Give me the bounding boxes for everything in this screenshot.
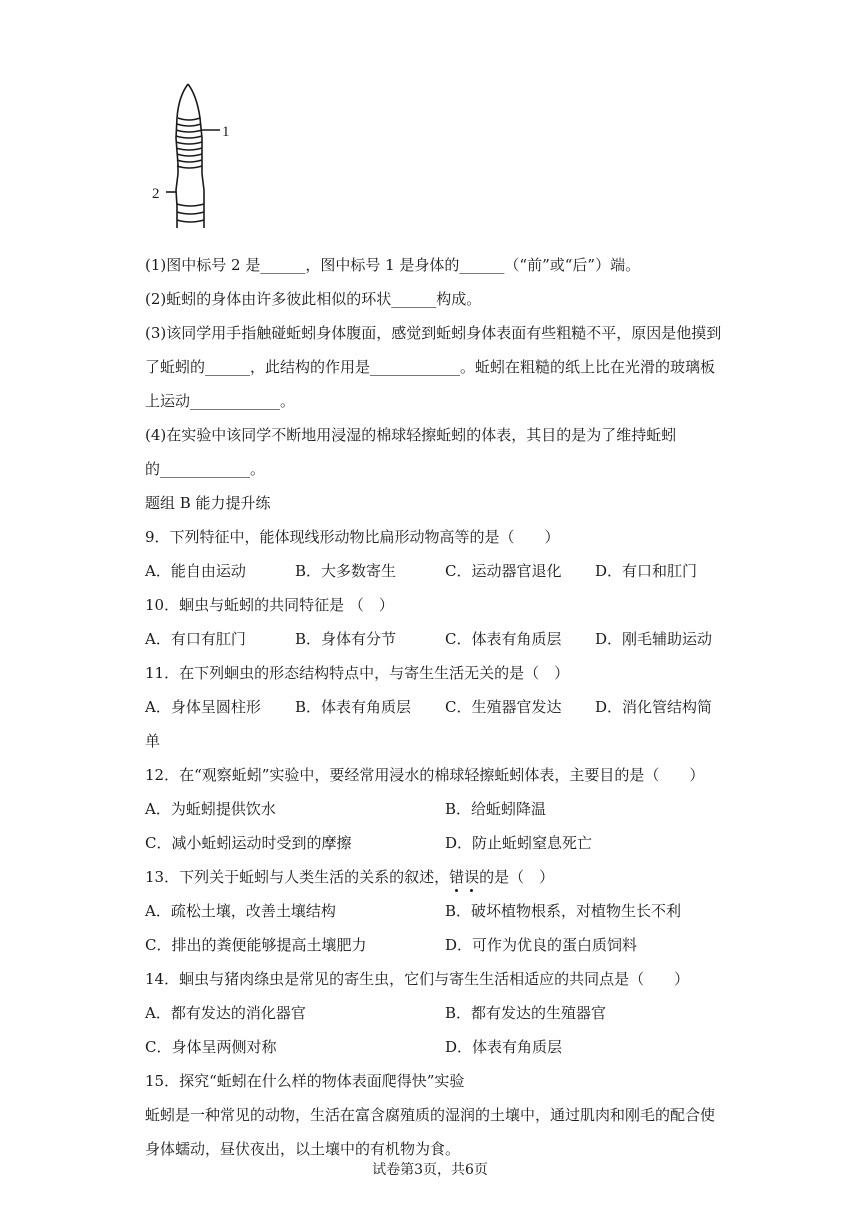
q15-paragraph-line1: 蚯蚓是一种常见的动物，生活在富含腐殖质的湿润的土壤中，通过肌肉和刚毛的配合使	[145, 1106, 716, 1124]
q10-option-b: B．身体有分节	[295, 630, 397, 648]
q11-option-c: C．生殖器官发达	[445, 698, 562, 716]
q8-part3-line2: 了蚯蚓的______，此结构的作用是____________。蚯蚓在粗糙的纸上比在光滑的玻璃板	[145, 358, 716, 376]
figure-label-1: 1	[222, 124, 230, 140]
q13-option-b: B．破坏植物根系，对植物生长不利	[445, 902, 682, 920]
q11-option-b: B．体表有角质层	[295, 698, 412, 716]
group-b-heading: 题组 B 能力提升练	[145, 494, 271, 512]
q9-stem: 9．下列特征中，能体现线形动物比扁形动物高等的是（ ）	[145, 528, 560, 546]
page-footer: 试卷第3页，共6页	[372, 1162, 488, 1178]
q15-stem: 15．探究“蚯蚓在什么样的物体表面爬得快”实验	[145, 1072, 465, 1090]
q13-emphasis-char-1: 错	[449, 868, 465, 886]
q13-option-c: C．排出的粪便能够提高土壤肥力	[145, 936, 367, 954]
q14-option-a: A．都有发达的消化器官	[145, 1004, 306, 1022]
q8-part4-line1: (4)在实验中该同学不断地用浸湿的棉球轻擦蚯蚓的体表，其目的是为了维持蚯蚓	[145, 426, 677, 444]
figure-label-2: 2	[152, 186, 160, 202]
q14-stem: 14．蛔虫与猪肉绦虫是常见的寄生虫，它们与寄生生活相适应的共同点是（ ）	[145, 970, 690, 988]
q10-option-d: D．刚毛辅助运动	[595, 630, 713, 648]
q14-option-c: C．身体呈两侧对称	[145, 1038, 277, 1056]
q10-stem: 10．蛔虫与蚯蚓的共同特征是 （ ）	[145, 596, 394, 614]
q12-option-b: B．给蚯蚓降温	[445, 800, 547, 818]
q12-option-c: C．减小蚯蚓运动时受到的摩擦	[145, 834, 352, 852]
q13-stem-end: 的是（ ）	[479, 868, 555, 886]
q13-option-a: A．疏松土壤，改善土壤结构	[145, 902, 336, 920]
q13-stem	[145, 867, 554, 887]
q8-part3-line1: (3)该同学用手指触碰蚯蚓身体腹面，感觉到蚯蚓身体表面有些粗糙不平，原因是他摸到	[145, 324, 722, 342]
q9-option-a: A．能自由运动	[145, 562, 246, 580]
q13-option-d: D．可作为优良的蛋白质饲料	[445, 936, 638, 954]
q12-stem: 12．在“观察蚯蚓”实验中，要经常用浸水的棉球轻擦蚯蚓体表，主要目的是（ ）	[145, 766, 705, 784]
q10-option-a: A．有口有肛门	[145, 630, 246, 648]
q11-option-a: A．身体呈圆柱形	[145, 698, 261, 716]
q8-part1: (1)图中标号 2 是______，图中标号 1 是身体的______（“前”或“后”）端。	[145, 256, 641, 274]
q8-part3-line3: 上运动____________。	[145, 392, 296, 410]
q12-option-a: A．为蚯蚓提供饮水	[145, 800, 276, 818]
q15-paragraph-line2: 身体蠕动，昼伏夜出，以土壤中的有机物为食。	[145, 1140, 461, 1158]
q11-stem: 11．在下列蛔虫的形态结构特点中，与寄生生活无关的是（ ）	[145, 664, 570, 682]
q9-option-c: C．运动器官退化	[445, 562, 562, 580]
q14-option-b: B．都有发达的生殖器官	[445, 1004, 607, 1022]
q9-option-d: D．有口和肛门	[595, 562, 698, 580]
earthworm-figure	[140, 78, 250, 230]
q11-option-d-continued: 单	[145, 732, 161, 750]
q9-option-b: B．大多数寄生	[295, 562, 397, 580]
q12-option-d: D．防止蚯蚓窒息死亡	[445, 834, 593, 852]
q11-option-d: D．消化管结构简	[595, 698, 713, 716]
q8-part2: (2)蚯蚓的身体由许多彼此相似的环状______构成。	[145, 290, 482, 308]
q10-option-c: C．体表有角质层	[445, 630, 562, 648]
q14-option-d: D．体表有角质层	[445, 1038, 563, 1056]
q13-emphasis-char-2: 误	[464, 868, 480, 886]
q13-stem-start: 13．下列关于蚯蚓与人类生活的关系的叙述，	[145, 868, 450, 886]
q8-part4-line2: 的____________。	[145, 460, 266, 478]
